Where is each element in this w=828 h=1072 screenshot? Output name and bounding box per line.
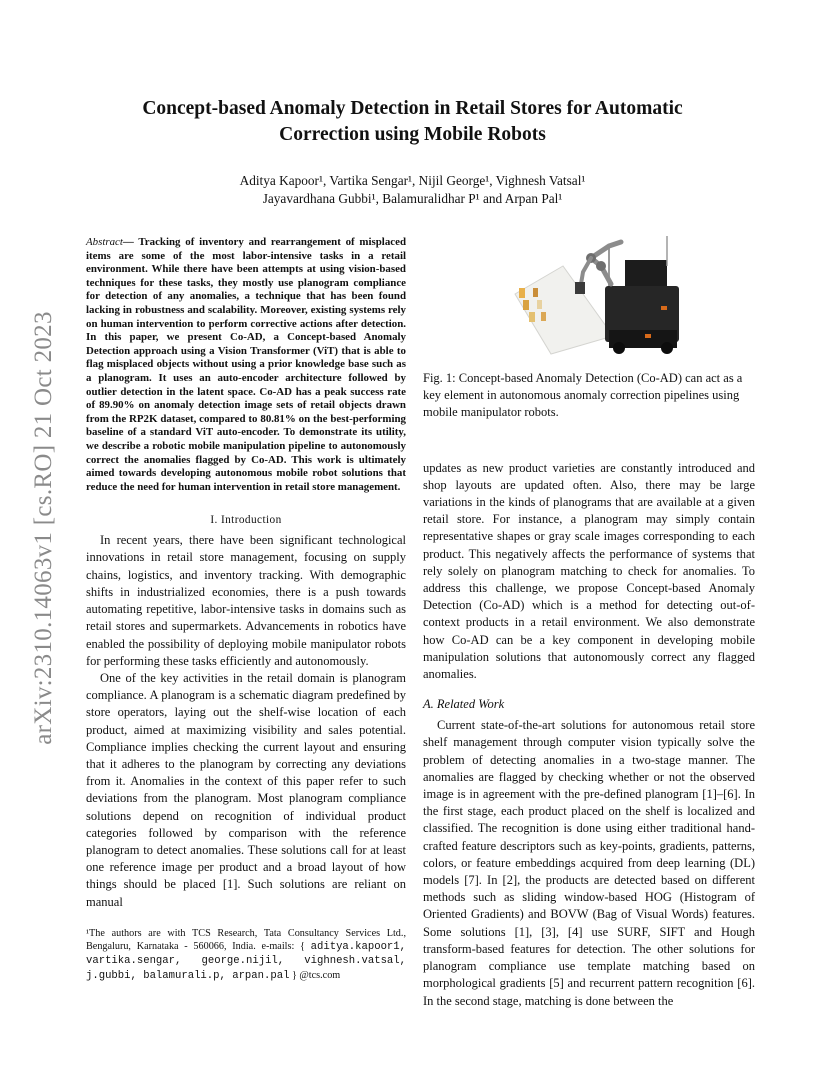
abstract [86, 236, 406, 494]
paper-title [90, 96, 735, 148]
right-column [423, 236, 755, 1010]
footnote-emails: aditya.kapoor1, vartika.sengar, george.nijil, vighnesh.vatsal, j.gubbi, balamurali.p, arpan.pal [86, 941, 406, 982]
paragraph: In recent years, there have been significant technological innovations in retail store management, focusing on supply chains, logistics, and inventory tracking. With demographic shifts in industrialized economies, there is a push towards automating repetitive, labor-intensive tasks in domains such as retail stores and supermarkets. Advancements in robotics have enabled the possibility of deploying mobile manipulator robots for performing these tasks efficiently and autonomously. [86, 533, 406, 668]
paragraph: updates as new product varieties are constantly introduced and shop layouts are updated often. Also, there may be large variations in the kinds of planograms that are available at a given retail store. For instance, a planogram may simply contain representative shapes or gray scale images corresponding to each product. This negatively affects the performance of systems that rely solely on planogram matching to check for anomalies. To address this challenge, we propose Concept-based Anomaly Detection (Co-AD) which is a method for detecting out-of-context products in a retail environment. We also demonstrate how Co-AD can be a key component in developing mobile manipulation solutions that autonomously correct any flagged anomalies. [423, 460, 755, 682]
authors-line-2: Jayavardhana Gubbi¹, Balamuralidhar P¹ and Arpan Pal¹ [262, 191, 563, 206]
title-line-2: Correction using Mobile Robots [279, 124, 546, 145]
footnote-suffix: } @tcs.com [291, 969, 341, 981]
footnote [86, 927, 406, 983]
section-heading-introduction: I. Introduction [210, 514, 282, 527]
title-line-1: Concept-based Anomaly Detection in Retail Stores for Automatic [142, 98, 683, 119]
paragraph: Current state-of-the-art solutions for autonomous retail store shelf management through computer vision typically solve the problem of detecting anomalies in a two-stage manner. The anomalies are flagged by checking whether or not the observed image is in agreement with the pre-defined planogram [1]–[6]. In the first stage, each product placed on the shelf is localized and classified. The recognition is done using either traditional hand-crafted feature descriptors such as key-points, gradients, patterns, colors, or feature embeddings acquired from deep learning (DL) models [7]. In [2], the products are detected based on different methods such as sliding window-based HOG (Histogram of Oriented Gradients) and BOVW (Bag of Visual Words) features. Some solutions [1], [3], [4] use SURF, SIFT and Hough transform-based features for detection. The other solutions for planogram compliance use template matching based on morphological gradients [5] and recurrent pattern recognition [6]. In the second stage, matching is done between the [423, 718, 755, 1008]
abstract-text: — Tracking of inventory and rearrangement of misplaced items are some of the most labor-intensive tasks in a retail environment. While there have been attempts at using vision-based techniques for these tasks, they mostly use planogram compliance for detection of any anomalies, a technique that has been found lacking in robustness and scalability. Moreover, existing systems rely on human intervention to perform corrective actions after detection. In this paper, we present Co-AD, a Concept-based Anomaly Detection approach using a Vision Transformer (ViT) that is able to flag misplaced objects without using a prior knowledge base such as a planogram. It uses an auto-encoder architecture followed by outlier detection in the latent space. Co-AD has a peak success rate of 89.90% on anomaly detection image sets of retail objects drawn from the RP2K dataset, compared to 80.81% on the best-performing baseline of a standard ViT auto-encoder. To demonstrate its utility, we describe a robotic mobile manipulation pipeline to autonomously correct the anomalies flagged by Co-AD. This work is ultimately aimed towards developing autonomous mobile robot solutions that reduce the need for human intervention in retail store management. [86, 236, 406, 493]
subsection-heading-related-work: A. Related Work [423, 697, 505, 712]
abstract-label: Abstract [86, 236, 123, 248]
figure-robot-image [423, 236, 755, 356]
footnote-text: ¹The authors are with TCS Research, Tata Consultancy Services Ltd., Bengaluru, Karnataka - 560066, India. e-mails: { [86, 928, 406, 953]
mobile-manipulator-robot-illustration [423, 236, 755, 356]
authors-line-1: Aditya Kapoor¹, Vartika Sengar¹, Nijil George¹, Vighnesh Vatsal¹ [239, 173, 586, 188]
author-list [90, 172, 735, 208]
right-column-body [423, 460, 755, 1010]
left-column [86, 236, 406, 911]
figure-caption: Fig. 1: Concept-based Anomaly Detection (Co-AD) can act as a key element in autonomous anomaly correction pipelines using mobile manipulator robots. [423, 371, 743, 420]
paragraph: One of the key activities in the retail domain is planogram compliance. A planogram is a schematic diagram predefined by store operators, laying out the shelf-wise location of each product, aimed at maximizing visibility and sales potential. Compliance implies checking the current layout and ensuring that it adheres to the planogram by correcting any deviations from it. Anomalies in the context of this paper refer to such deviations from the planogram. Most planogram compliance solutions depend on recognition of individual product categories followed by comparison with the reference planogram to detect anomalies. These solutions call for at least one reference image per product and a broad layout of how things should be placed [1]. Such solutions are reliant on manual [86, 670, 406, 909]
arxiv-identifier: arXiv:2310.14063v1 [cs.RO] 21 Oct 2023 [30, 311, 57, 745]
arxiv-sidebar [24, 288, 64, 768]
introduction-body [86, 532, 406, 910]
